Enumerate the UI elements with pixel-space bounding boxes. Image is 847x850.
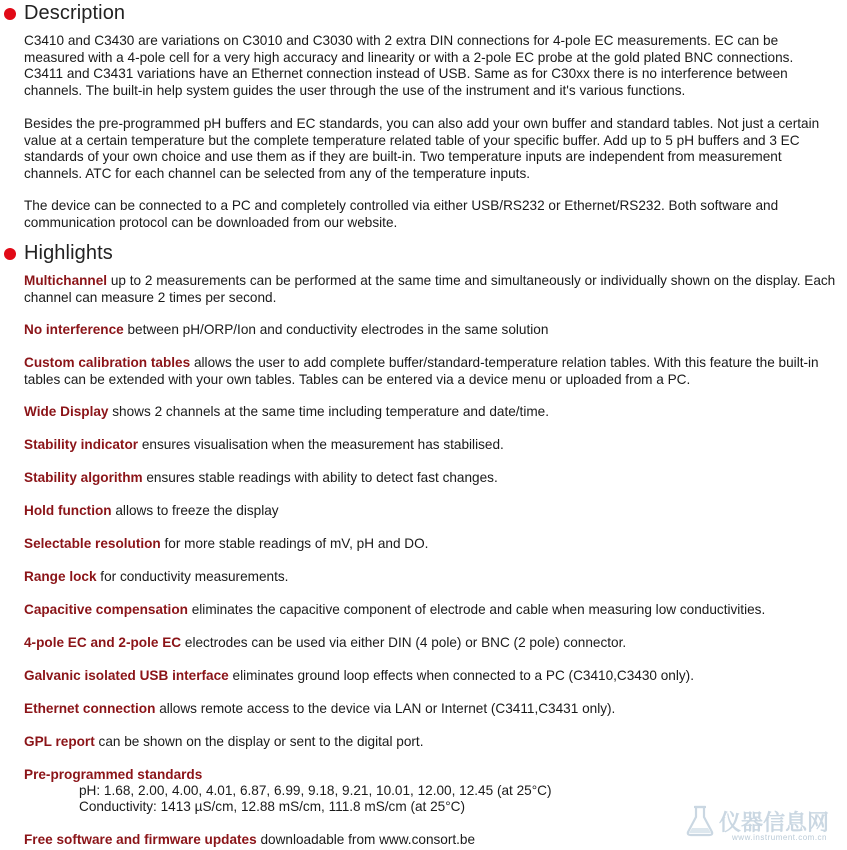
description-paragraph-3: The device can be connected to a PC and completely controlled via either USB/RS232 or Ethernet/RS232. Both software and communication protocol can be downloaded from our website.	[24, 198, 779, 230]
highlight-item	[24, 437, 836, 454]
highlight-text: allows remote access to the device via LAN or Internet (C3411,C3431 only).	[155, 701, 616, 716]
red-bullet-icon	[4, 248, 16, 260]
highlight-term: Stability indicator	[24, 437, 139, 452]
highlight-term: Range lock	[24, 569, 97, 584]
highlight-item	[24, 273, 836, 306]
highlight-item	[24, 322, 836, 339]
highlight-text: eliminates the capacitive component of electrode and cable when measuring low conductivities.	[187, 602, 766, 617]
highlight-term: 4-pole EC and 2-pole EC	[24, 635, 182, 650]
highlight-item	[24, 734, 836, 751]
highlight-text: ensures stable readings with ability to detect fast changes.	[142, 470, 498, 485]
highlight-term: Free software and firmware updates	[24, 832, 257, 847]
highlight-term: Galvanic isolated USB interface	[24, 668, 229, 683]
highlight-text: downloadable from www.consort.be	[256, 832, 476, 847]
description-title: Description	[24, 2, 126, 24]
highlight-text: electrodes can be used via either DIN (4 pole) or BNC (2 pole) connector.	[181, 635, 627, 650]
watermark-text: 仪器信息网	[718, 810, 829, 836]
highlight-term: Pre-programmed standards	[24, 767, 203, 782]
highlight-text: allows the user to add complete buffer/standard-temperature relation tables. With this feature the built-in tables can be extended with your own tables. Tables can be entered via a device menu or uploaded from a PC.	[24, 355, 819, 387]
highlight-text: between pH/ORP/Ion and conductivity electrodes in the same solution	[123, 322, 549, 337]
highlights-title: Highlights	[24, 242, 113, 264]
highlight-term: Wide Display	[24, 404, 109, 419]
highlight-text: for conductivity measurements.	[96, 569, 289, 584]
highlight-term: Ethernet connection	[24, 701, 156, 716]
highlight-text: shows 2 channels at the same time including temperature and date/time.	[108, 404, 550, 419]
conductivity-standards: Conductivity: 1413 µS/cm, 12.88 mS/cm, 111.8 mS/cm (at 25°C)	[79, 799, 465, 814]
highlight-item	[24, 404, 836, 421]
highlight-item	[24, 470, 836, 487]
description-heading	[4, 2, 125, 25]
highlight-item	[24, 602, 836, 619]
ph-standards: pH: 1.68, 2.00, 4.00, 4.01, 6.87, 6.99, 9.18, 9.21, 10.01, 12.00, 12.45 (at 25°C)	[79, 783, 552, 798]
description-paragraph-1: C3410 and C3430 are variations on C3010 and C3030 with 2 extra DIN connections for 4-pole EC measurements. EC can be measured with a 4-pole cell for a very high accuracy and linearity or with a 2-pole EC probe at the gold plated BNC connections. C3411 and C3431 variations have an Ethernet connection instead of USB. Same as for C30xx there is no interference between channels. The built-in help system guides the user through the use of the instrument and it's various functions.	[24, 33, 794, 98]
watermark-url: www.instrument.com.cn	[732, 833, 827, 842]
highlight-item	[24, 569, 836, 586]
highlight-term: Multichannel	[24, 273, 108, 288]
highlight-text: can be shown on the display or sent to the digital port.	[94, 734, 424, 749]
description-paragraph-2: Besides the pre-programmed pH buffers and EC standards, you can also add your own buffer and standard tables. Not just a certain value at a certain temperature but the complete temperature related table of your specific buffer. Add up to 5 pH buffers and 3 EC standards of your own choice and use them as if they are built-in. Two temperature inputs are independent from measurement channels. ATC for each channel can be selected from any of the temperature inputs.	[24, 116, 820, 181]
highlights-heading	[4, 242, 113, 265]
highlight-term: GPL report	[24, 734, 95, 749]
highlight-item	[24, 767, 836, 784]
highlight-term: Custom calibration tables	[24, 355, 191, 370]
highlight-text: up to 2 measurements can be performed at the same time and simultaneously or individually shown on the display. Each channel can measure 2 times per second.	[24, 273, 836, 305]
highlight-term: Selectable resolution	[24, 536, 161, 551]
highlight-term: Hold function	[24, 503, 112, 518]
flask-logo-icon	[685, 804, 715, 838]
highlight-text: allows to freeze the display	[111, 503, 279, 518]
highlight-item	[24, 635, 836, 652]
highlight-item	[24, 701, 836, 718]
highlight-term: Capacitive compensation	[24, 602, 188, 617]
highlight-item	[24, 536, 836, 553]
highlight-text: ensures visualisation when the measurement has stabilised.	[138, 437, 504, 452]
highlight-item	[24, 355, 836, 388]
highlight-item	[24, 503, 836, 520]
highlight-item	[24, 668, 836, 685]
highlight-text: for more stable readings of mV, pH and DO.	[160, 536, 429, 551]
red-bullet-icon	[4, 8, 16, 20]
highlight-term: Stability algorithm	[24, 470, 143, 485]
highlight-term: No interference	[24, 322, 124, 337]
highlight-text: eliminates ground loop effects when connected to a PC (C3410,C3430 only).	[228, 668, 694, 683]
